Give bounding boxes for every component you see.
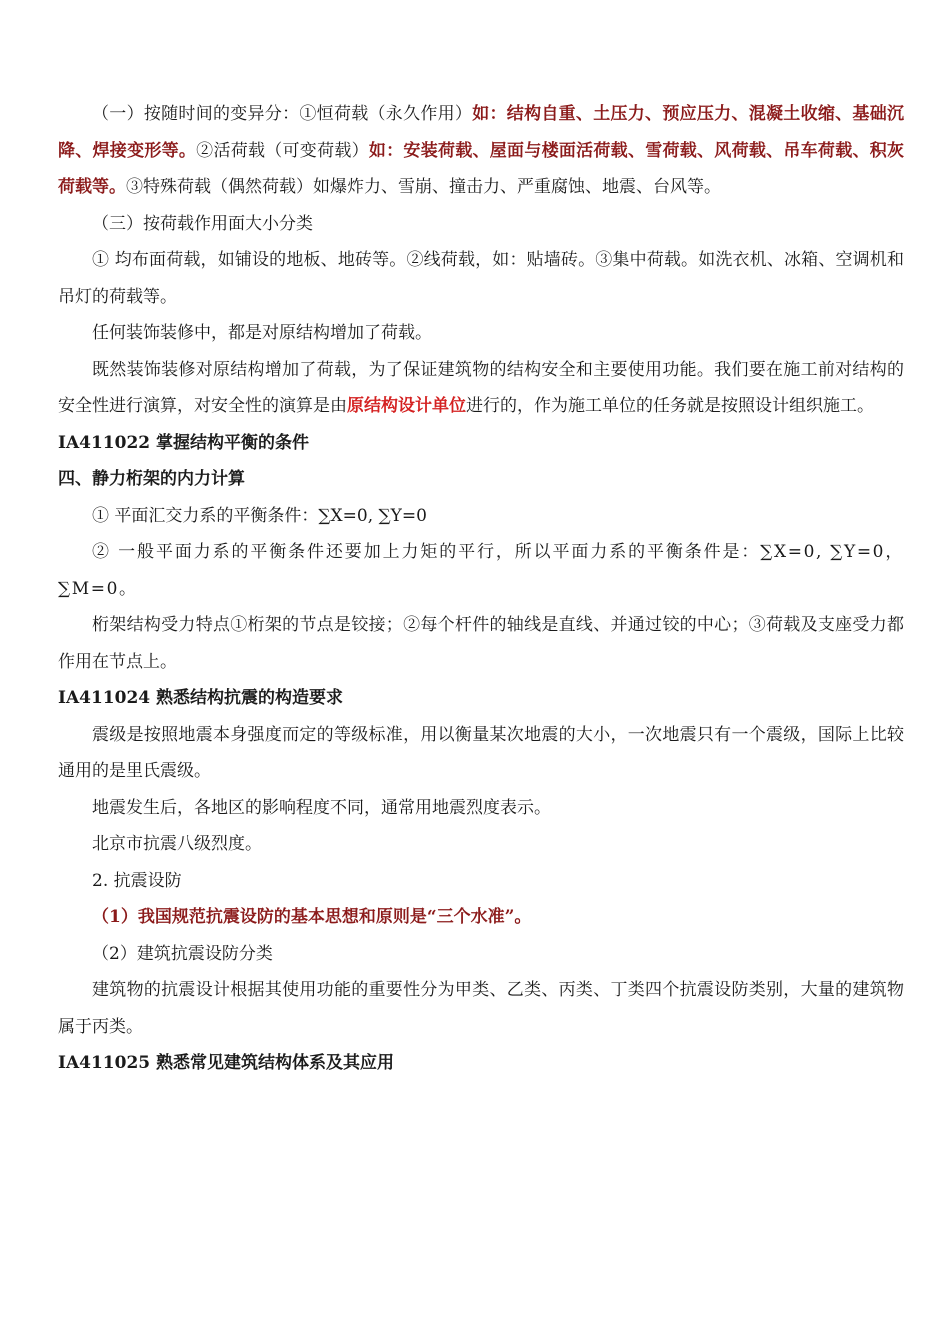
paragraph-beijing-intensity: 北京市抗震八级烈度。	[92, 834, 262, 854]
emphasis-variable-load-examples: 如：安装荷载、屋面与楼面活荷载、雪荷载、风荷载、吊车荷载、积灰荷载等。	[58, 140, 905, 197]
emphasis-three-levels: （1）我国规范抗震设防的基本思想和原则是“三个水准”。	[92, 907, 532, 927]
section-heading-truss: 四、静力桁架的内力计算	[58, 469, 245, 489]
paragraph-decoration-load: 任何装饰装修中，都是对原结构增加了荷载。	[92, 323, 432, 343]
paragraph-load-area-types: ① 均布面荷载，如铺设的地板、地砖等。②线荷载，如：贴墙砖。③集中荷载。如洗衣机、冰箱、空调机和吊灯的荷载等。	[58, 250, 904, 307]
emphasis-design-unit: 原结构设计单位	[347, 396, 466, 416]
section-heading-structure-systems: IA411025 熟悉常见建筑结构体系及其应用	[58, 1053, 395, 1073]
document-body	[58, 96, 904, 1082]
paragraph-safety-calculation	[58, 352, 904, 425]
text-permanent-load: （一）按随时间的变异分：①恒荷载（永久作用）	[92, 104, 473, 124]
section-heading-seismic: IA411024 熟悉结构抗震的构造要求	[58, 688, 344, 708]
paragraph-general-force-equilibrium: ② 一般平面力系的平衡条件还要加上力矩的平行，所以平面力系的平衡条件是：∑X=0, ∑Y=0，∑M=0。	[58, 542, 904, 599]
emphasis-permanent-load-examples: 如：结构自重、土压力、预应压力、混凝土收缩、基础沉降、焊接变形等。	[58, 104, 905, 161]
paragraph-truss-characteristics: 桁架结构受力特点①桁架的节点是铰接；②每个杆件的轴线是直线、并通过铰的中心；③荷载及支座受力都作用在节点上。	[58, 615, 904, 672]
text-accidental-load: ③特殊荷载（偶然荷载）如爆炸力、雪崩、撞击力、严重腐蚀、地震、台风等。	[126, 177, 721, 197]
text-variable-load: ②活荷载（可变荷载）	[196, 140, 369, 161]
text-safety-calc-end: 进行的，作为施工单位的任务就是按照设计组织施工。	[466, 396, 874, 416]
paragraph-load-area-title: （三）按荷载作用面大小分类	[92, 213, 313, 234]
paragraph-seismic-fortification-title: 2. 抗震设防	[92, 870, 182, 891]
paragraph-load-time-variation	[58, 96, 904, 206]
paragraph-magnitude: 震级是按照地震本身强度而定的等级标准，用以衡量某次地震的大小，一次地震只有一个震级，国际上比较通用的是里氏震级。	[58, 724, 904, 781]
text-safety-calc-intro: 既然装饰装修对原结构增加了荷载，为了保证建筑物的结构安全和主要使用功能。我们要在施工前对结构的安全性进行演算，对安全性的演算是由	[58, 359, 904, 416]
section-heading-equilibrium: IA411022 掌握结构平衡的条件	[58, 432, 310, 453]
paragraph-intensity: 地震发生后，各地区的影响程度不同，通常用地震烈度表示。	[92, 797, 551, 818]
paragraph-concurrent-force-equilibrium: ① 平面汇交力系的平衡条件：∑X=0, ∑Y=0	[92, 505, 427, 526]
paragraph-three-levels	[58, 899, 904, 936]
paragraph-fortification-categories: 建筑物的抗震设计根据其使用功能的重要性分为甲类、乙类、丙类、丁类四个抗震设防类别，大量的建筑物属于丙类。	[58, 980, 904, 1037]
paragraph-fortification-classification: （2）建筑抗震设防分类	[92, 943, 273, 964]
